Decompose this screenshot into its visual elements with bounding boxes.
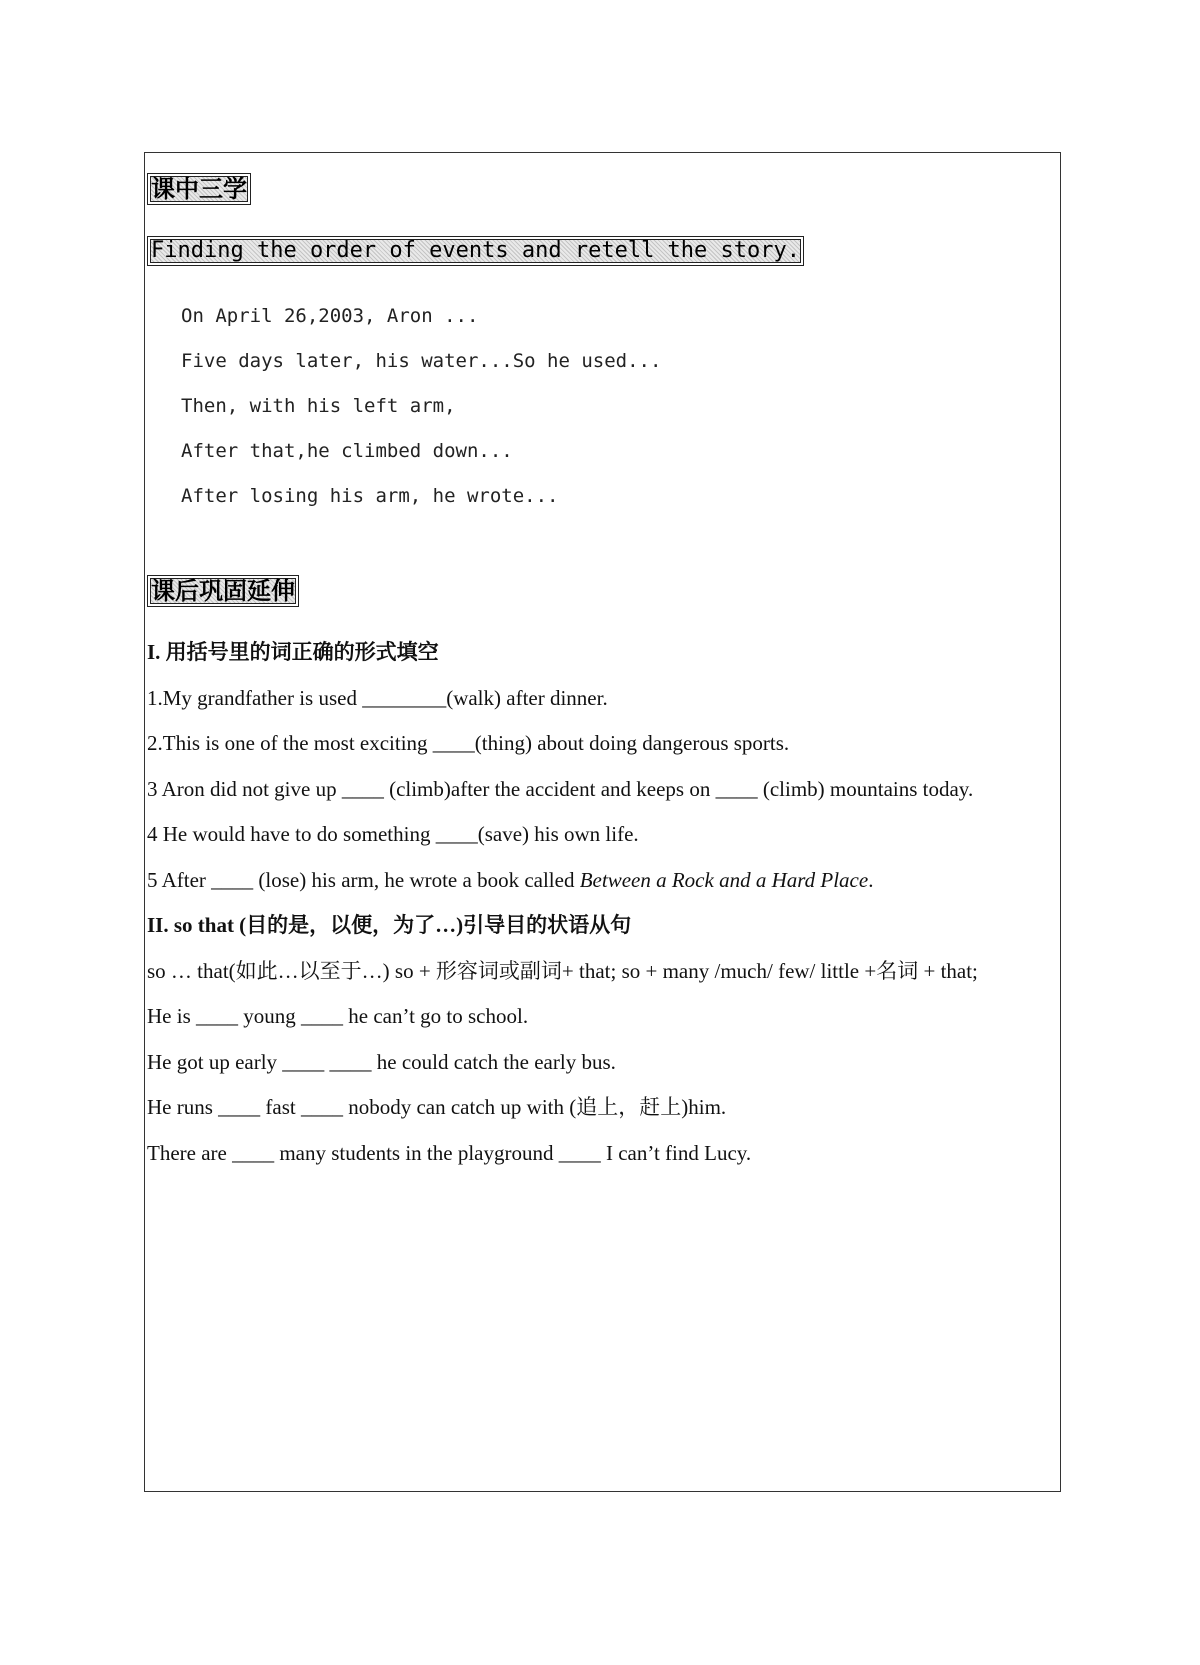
worksheet-frame [144, 152, 1061, 1492]
section-heading-after-class: 课后巩固延伸 [147, 575, 299, 607]
grammar-rule: so … that(如此…以至于…) so + 形容词或副词+ that; so + many /much/ few/ little +名词 + that; [147, 958, 978, 983]
question-4: 4 He would have to do something ____(save) his own life. [147, 822, 639, 846]
sentence-1: He is ____ young ____ he can’t go to school. [147, 1004, 529, 1028]
section-heading-in-class: 课中三学 [147, 173, 251, 205]
list-item: After losing his arm, he wrote... [181, 485, 559, 507]
sentence-2: He got up early ____ ____ he could catch the early bus. [147, 1049, 616, 1074]
task-heading: Finding the order of events and retell the story. [147, 236, 804, 266]
sentence-4: There are ____ many students in the playground ____ I can’t find Lucy. [147, 1140, 752, 1165]
list-item: On April 26,2003, Aron ... [181, 305, 479, 327]
question-5-end: . [868, 867, 874, 892]
question-2: 2.This is one of the most exciting ____(thing) about doing dangerous sports. [147, 731, 790, 755]
list-item: Five days later, his water...So he used... [181, 350, 662, 372]
book-title: Between a Rock and a Hard Place [579, 867, 869, 892]
question-1: 1.My grandfather is used ________(walk) after dinner. [147, 685, 608, 710]
event-order-list [181, 303, 661, 528]
question-5-text: 5 After ____ (lose) his arm, he wrote a book called [147, 867, 580, 892]
question-5 [147, 866, 1060, 912]
part-two-title: II. so that (目的是，以便，为了…)引导目的状语从句 [147, 913, 632, 937]
part-one-title: I. 用括号里的词正确的形式填空 [147, 640, 439, 664]
exercise-body [147, 638, 1060, 1184]
list-item: After that,he climbed down... [181, 440, 513, 462]
sentence-3: He runs ____ fast ____ nobody can catch up with (追上，赶上)him. [147, 1095, 727, 1119]
list-item: Then, with his left arm, [181, 395, 456, 417]
question-3: 3 Aron did not give up ____ (climb)after the accident and keeps on ____ (climb) mountains today. [147, 776, 974, 801]
